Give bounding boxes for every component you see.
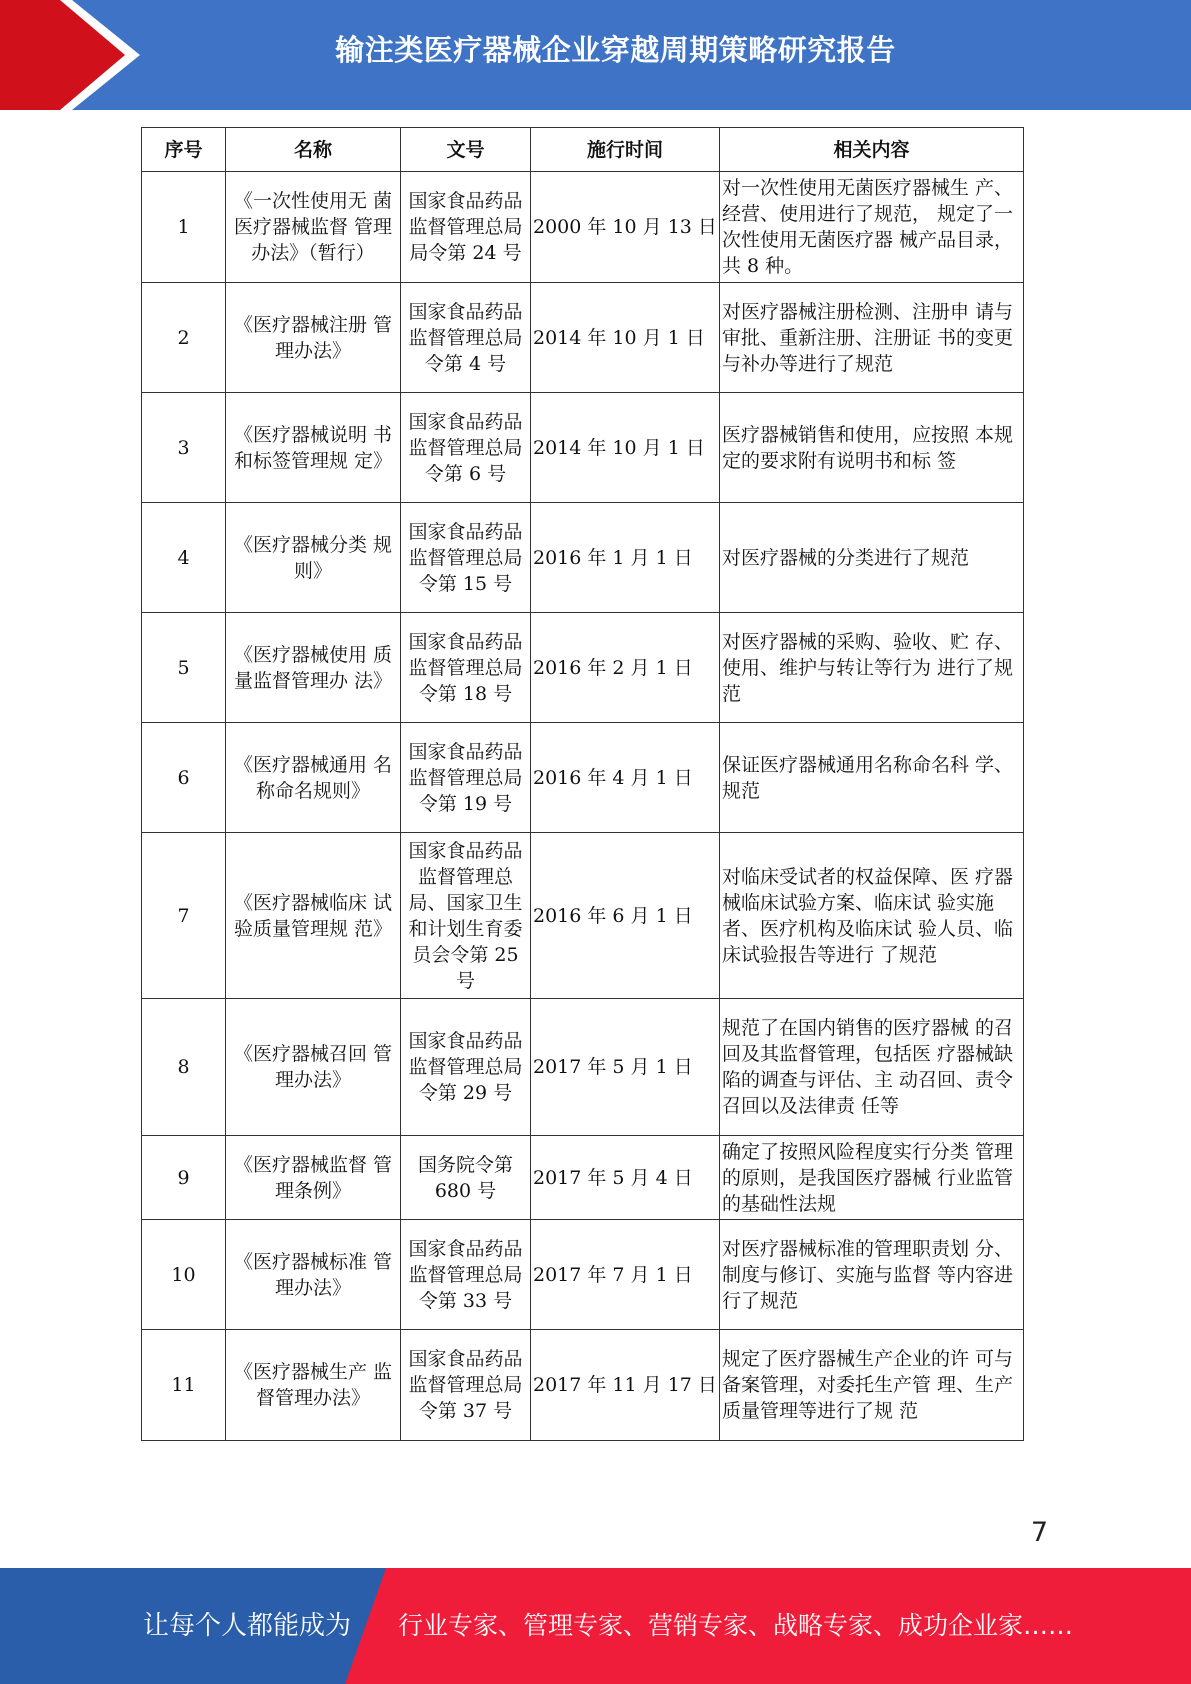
table-row [142, 723, 1024, 833]
cell-doc: 国家食品药品监督管理总局局令第 24 号 [401, 172, 531, 283]
cell-content: 规定了医疗器械生产企业的许 可与备案管理，对委托生产管 理、生产质量管理等进行了规 范 [720, 1330, 1024, 1441]
cell-content: 对一次性使用无菌医疗器械生 产、经营、使用进行了规范， 规定了一次性使用无菌医疗器 械产品目录，共 8 种。 [720, 172, 1024, 283]
cell-date: 2017 年 5 月 1 日 [531, 999, 720, 1136]
table-row [142, 1330, 1024, 1441]
cell-no: 10 [142, 1220, 226, 1330]
cell-date: 2017 年 7 月 1 日 [531, 1220, 720, 1330]
cell-no: 1 [142, 172, 226, 283]
regulations-table [141, 127, 1024, 1441]
column-header-content: 相关内容 [720, 128, 1024, 172]
cell-name: 《医疗器械注册 管理办法》 [226, 283, 401, 393]
cell-doc: 国家食品药品监督管理总局令第 15 号 [401, 503, 531, 613]
cell-content: 对医疗器械的采购、验收、贮 存、使用、维护与转让等行为 进行了规范 [720, 613, 1024, 723]
table-row [142, 1220, 1024, 1330]
table-row [142, 283, 1024, 393]
cell-name: 《医疗器械召回 管理办法》 [226, 999, 401, 1136]
column-header-date: 施行时间 [531, 128, 720, 172]
cell-name: 《医疗器械说明 书和标签管理规 定》 [226, 393, 401, 503]
table-row [142, 833, 1024, 999]
regulations-table-container [141, 127, 1023, 1441]
cell-doc: 国家食品药品监督管理总局令第 18 号 [401, 613, 531, 723]
cell-content: 对医疗器械标准的管理职责划 分、制度与修订、实施与监督 等内容进行了规范 [720, 1220, 1024, 1330]
cell-date: 2000 年 10 月 13 日 [531, 172, 720, 283]
cell-no: 11 [142, 1330, 226, 1441]
cell-content: 确定了按照风险程度实行分类 管理的原则，是我国医疗器械 行业监管的基础性法规 [720, 1136, 1024, 1220]
cell-no: 9 [142, 1136, 226, 1220]
cell-name: 《一次性使用无 菌医疗器械监督 管理办法》（暂行） [226, 172, 401, 283]
cell-name: 《医疗器械通用 名称命名规则》 [226, 723, 401, 833]
cell-content: 对医疗器械注册检测、注册申 请与审批、重新注册、注册证 书的变更与补办等进行了规范 [720, 283, 1024, 393]
cell-doc: 国家食品药品监督管理总局令第 29 号 [401, 999, 531, 1136]
table-row [142, 393, 1024, 503]
cell-date: 2016 年 6 月 1 日 [531, 833, 720, 999]
cell-no: 7 [142, 833, 226, 999]
cell-no: 8 [142, 999, 226, 1136]
footer-slogan-left: 让每个人都能成为 [143, 1611, 352, 1641]
cell-no: 6 [142, 723, 226, 833]
table-row [142, 613, 1024, 723]
table-row [142, 172, 1024, 283]
cell-date: 2017 年 11 月 17 日 [531, 1330, 720, 1441]
cell-no: 5 [142, 613, 226, 723]
cell-doc: 国家食品药品监督管理总局令第 33 号 [401, 1220, 531, 1330]
cell-name: 《医疗器械生产 监督管理办法》 [226, 1330, 401, 1441]
cell-name: 《医疗器械分类 规则》 [226, 503, 401, 613]
cell-doc: 国家食品药品监督管理总局、国家卫生和计划生育委员会令第 25 号 [401, 833, 531, 999]
cell-doc: 国家食品药品监督管理总局令第 37 号 [401, 1330, 531, 1441]
cell-doc: 国家食品药品监督管理总局令第 6 号 [401, 393, 531, 503]
cell-content: 对医疗器械的分类进行了规范 [720, 503, 1024, 613]
cell-doc: 国家食品药品监督管理总局令第 19 号 [401, 723, 531, 833]
cell-content: 规范了在国内销售的医疗器械 的召回及其监督管理，包括医 疗器械缺陷的调查与评估、主 动召回、责令召回以及法律责 任等 [720, 999, 1024, 1136]
cell-no: 2 [142, 283, 226, 393]
report-title: 输注类医疗器械企业穿越周期策略研究报告 [335, 33, 896, 67]
cell-date: 2014 年 10 月 1 日 [531, 393, 720, 503]
cell-date: 2017 年 5 月 4 日 [531, 1136, 720, 1220]
table-row [142, 999, 1024, 1136]
cell-content: 医疗器械销售和使用，应按照 本规定的要求附有说明书和标 签 [720, 393, 1024, 503]
page-header [0, 0, 1191, 110]
cell-doc: 国家食品药品监督管理总局令第 4 号 [401, 283, 531, 393]
table-row [142, 503, 1024, 613]
cell-date: 2016 年 1 月 1 日 [531, 503, 720, 613]
column-header-name: 名称 [226, 128, 401, 172]
cell-name: 《医疗器械使用 质量监督管理办 法》 [226, 613, 401, 723]
cell-date: 2014 年 10 月 1 日 [531, 283, 720, 393]
page-footer [0, 1568, 1191, 1684]
cell-date: 2016 年 2 月 1 日 [531, 613, 720, 723]
cell-no: 4 [142, 503, 226, 613]
page-number: 7 [1030, 1517, 1048, 1548]
cell-content: 对临床受试者的权益保障、医 疗器械临床试验方案、临床试 验实施者、医疗机构及临床试 验人员、临床试验报告等进行 了规范 [720, 833, 1024, 999]
footer-slogan-right: 行业专家、管理专家、营销专家、战略专家、成功企业家…… [398, 1611, 1074, 1640]
table-header-row [142, 128, 1024, 172]
cell-content: 保证医疗器械通用名称命名科 学、规范 [720, 723, 1024, 833]
cell-date: 2016 年 4 月 1 日 [531, 723, 720, 833]
cell-name: 《医疗器械临床 试验质量管理规 范》 [226, 833, 401, 999]
cell-no: 3 [142, 393, 226, 503]
column-header-doc: 文号 [401, 128, 531, 172]
cell-name: 《医疗器械监督 管理条例》 [226, 1136, 401, 1220]
cell-name: 《医疗器械标准 管理办法》 [226, 1220, 401, 1330]
column-header-no: 序号 [142, 128, 226, 172]
cell-doc: 国务院令第 680 号 [401, 1136, 531, 1220]
table-row [142, 1136, 1024, 1220]
